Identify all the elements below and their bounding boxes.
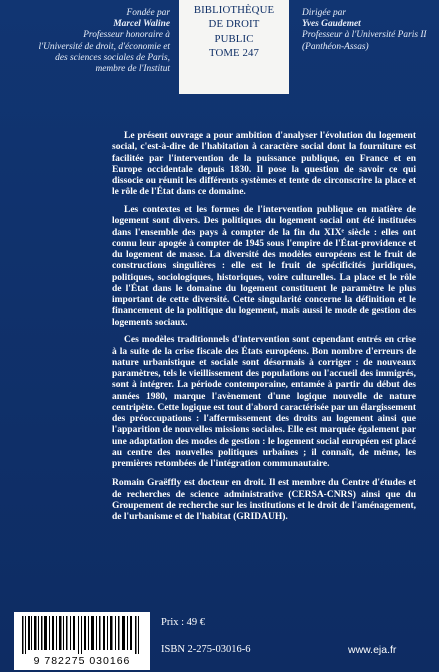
barcode-digits: 9 782275 030166 — [33, 655, 131, 667]
director-name: Yves Gaudemet — [302, 19, 361, 30]
series-title-box — [179, 0, 289, 94]
founder-block — [38, 8, 170, 75]
blurb-paragraph-3: Ces modèles traditionnels d'intervention sont cependant entrés en crise à la suite de la crise fiscale des États européens. Bon nombre d'erreurs de nature urbanistique et sociale sont désormais à corriger : de nouveaux paramètres, tels le vieillissement des populations ou l'accueil des immigrés, sont à intégrer. La période contemporaine, entamée à partir du début des années 1980, marque l'avènement d'une logique nouvelle de nature centripète. Cette logique est tout d'abord caractérisée par un élargissement des préoccupations : l'affermissement des droits au logement ainsi que l'apparition de nouvelles missions sociales. Elle est marquée également par une adaptation des modes de gestion : le logement social européen est placé au centre des nouvelles politiques urbaines ; il connaît, de même, les premières retombées de l'intégration communautaire. — [112, 335, 416, 469]
series-line-3: PUBLIC — [214, 32, 254, 45]
blurb-paragraph-2: Les contextes et les formes de l'intervention publique en matière de logement sont divers. Des politiques du logement social ont été instituées dans l'ensemble des pays à compter de la fin du XIXᵉ siècle : elles ont connu leur apogée à compter de 1945 sous l'empire de l'État-providence et du logement de masse. La diversité des modèles européens est le fruit de constructions singulières : elle est le fruit de spécificités juridiques, politiques, sociologiques, historiques, voire culturelles. La place et le rôle de l'État dans le domaine du logement constituent le paramètre le plus important de cette diversité. Cette singularité concerne la définition et le financement de la politique du logement, mais aussi le mode de gestion des logements sociaux. — [112, 205, 416, 328]
director-block — [302, 8, 434, 53]
founder-label: Fondée par — [126, 8, 170, 18]
director-description: Professeur à l'Université Paris II (Panthéon-Assas) — [302, 30, 427, 52]
series-volume: TOME 247 — [208, 47, 260, 60]
cover-footer — [0, 610, 439, 672]
director-label: Dirigée par — [302, 8, 347, 18]
founder-description: Professeur honoraire à l'Université de droit, d'économie et des sciences sociales de Paris, membre de l'Institut — [38, 30, 170, 75]
publisher-website: www.eja.fr — [348, 644, 397, 656]
series-line-2: DE DROIT — [208, 18, 260, 31]
isbn-barcode — [14, 612, 150, 670]
isbn-label: ISBN 2-275-03016-6 — [161, 644, 251, 655]
author-bio: Romain Graëffly est docteur en droit. Il est membre du Centre d'études et de recherches de science administrative (CERSA-CNRS) ainsi que du Groupement de recherche sur les institutions et le droit de l'aménagement, de l'urbanisme et de l'habitat (GRIDAUH). — [112, 478, 416, 522]
series-line-1: BIBLIOTHÈQUE — [193, 4, 275, 16]
barcode-bars-icon — [20, 616, 144, 654]
price-label: Prix : 49 € — [161, 617, 206, 628]
cover-header — [0, 0, 439, 118]
blurb-paragraph-1: Le présent ouvrage a pour ambition d'analyser l'évolution du logement social, c'est-à-dire de l'habitation à caractère social dont la fourniture est facilitée par l'intervention de la puissance publique, en France et en Europe occidentale depuis 1830. Il pose la question de savoir ce qui dissocie ou réunit les différents systèmes et tente de circonscrire la place et le rôle de l'État dans ce domaine. — [112, 131, 416, 198]
back-cover-blurb — [112, 131, 416, 530]
founder-name: Marcel Waline — [113, 19, 170, 30]
